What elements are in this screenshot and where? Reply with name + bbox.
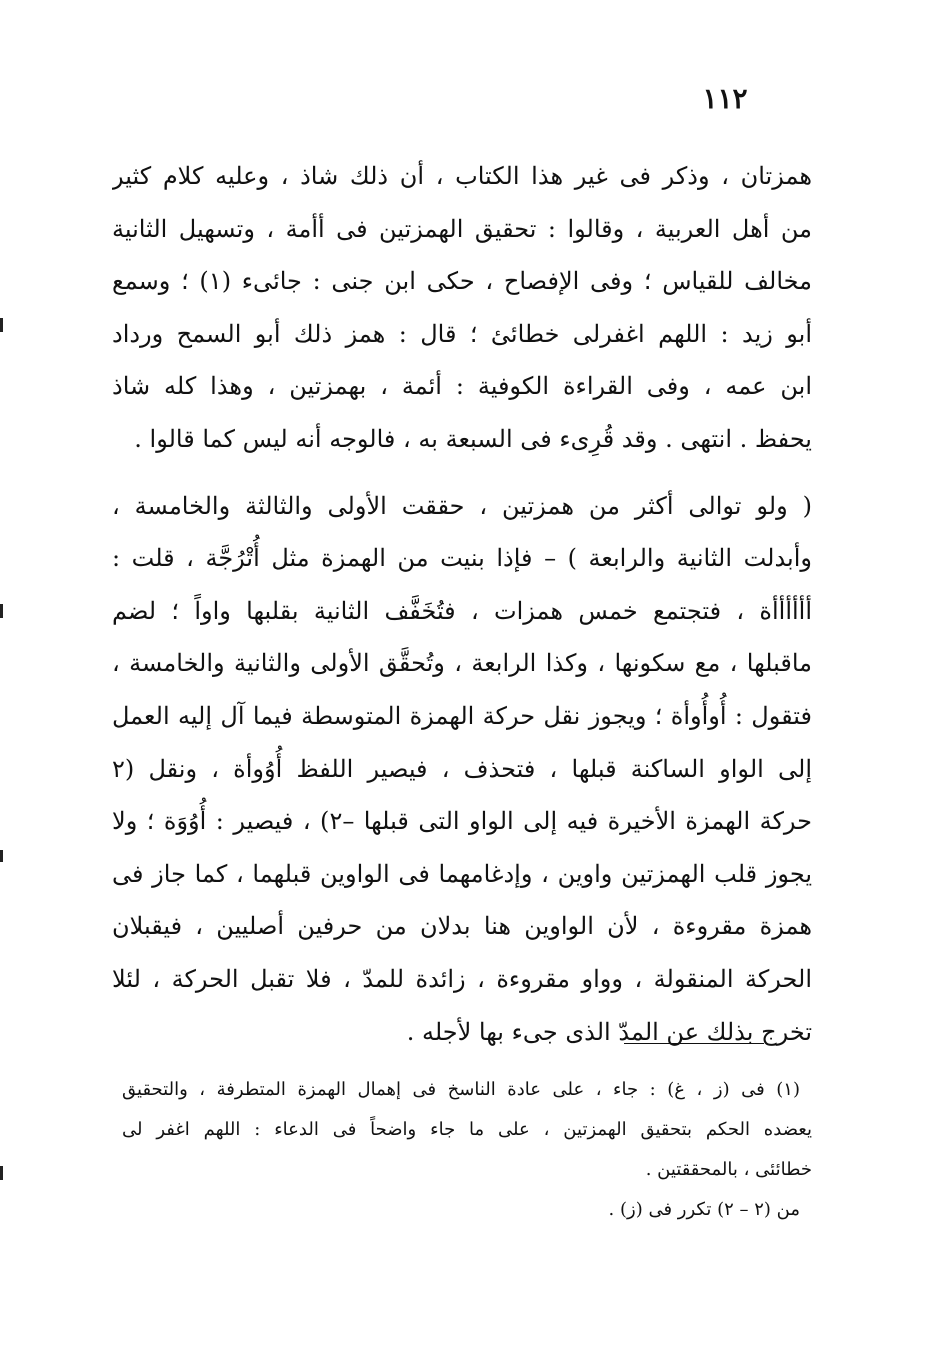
text-line: وأبدلت الثانية والرابعة ) – فإذا بنيت من الهمزة مثل أُتْرُجَّة ، قلت : <box>112 544 812 573</box>
text-line: من أهل العربية ، وقالوا : تحقيق الهمزتين فى أأمة ، وتسهيل الثانية <box>112 214 812 243</box>
text-line: همزتان ، وذكر فى غير هذا الكتاب ، أن ذلك شاذ ، وعليه كلام كثير <box>112 162 812 190</box>
text-line: إلى الواو الساكنة قبلها ، فتحذف ، فيصير اللفظ أُوُوأة ، ونقل (٢ <box>112 754 812 783</box>
scan-edge-mark <box>0 318 3 332</box>
paragraph-gap <box>112 466 812 480</box>
footnote-separator <box>624 1043 764 1044</box>
text-line: أأأأأأة ، فتجتمع خمس همزات ، فتُخَفَّف الثانية بقلبها واواً ؛ لضم <box>112 596 812 625</box>
scan-edge-mark <box>0 1166 3 1180</box>
footnote-line: يعضده الحكم بتحقيق الهمزتين ، على ما جاء واضحاً فى الدعاء : اللهم اغفر لى <box>122 1119 812 1140</box>
footnote-line: خطائئى ، بالمحققتين . <box>645 1159 812 1180</box>
text-line: يحفظ . انتهى . وقد قُرِىء فى السبعة به ، فالوجه أنه ليس كما قالوا . <box>134 424 812 453</box>
text-line: حركة الهمزة الأخيرة فيه إلى الواو التى قبلها –٢) ، فيصير : أُوُوَة ؛ ولا <box>112 807 812 836</box>
page-number: ١١٢ <box>702 82 748 115</box>
text-line: ماقبلها ، مع سكونها ، وكذا الرابعة ، وتُحقَّق الأولى والثانية والخامسة ، <box>112 649 812 678</box>
text-line: ( ولو توالى أكثر من همزتين ، حققت الأولى والثالثة والخامسة ، <box>112 491 812 520</box>
text-line: همزة مقروءة ، لأن الواوين هنا بدلان من حرفين أصليين ، فيقبلان <box>112 912 812 941</box>
text-line: يجوز قلب الهمزتين واوين ، وإدغامهما فى الواوين قبلهما ، كما جاز فى <box>112 859 812 888</box>
text-line: مخالف للقياس ؛ وفى الإفصاح ، حكى ابن جنى : جائىء (١) ؛ وسمع <box>112 267 812 296</box>
text-line: تخرج بذلك عن المدّ الذى جىء بها لأجله . <box>406 1017 812 1046</box>
text-line: أبو زيد : اللهم اغفرلى خطائئ ؛ قال : همز ذلك أبو السمح ورداد <box>112 319 812 348</box>
text-line: الحركة المنقولة ، وواو مقروءة ، زائدة للمدّ ، فلا تقبل الحركة ، لئلا <box>112 964 812 993</box>
scan-edge-mark <box>0 604 3 618</box>
main-text <box>112 150 812 1058</box>
text-line: ابن عمه ، وفى القراءة الكوفية : أئمة ، بهمزتين ، وهذا كله شاذ <box>112 372 812 401</box>
footnote-line: من (٢ – ٢) تكرر فى (ز) . <box>608 1199 800 1220</box>
scan-edge-mark <box>0 850 3 862</box>
footnotes <box>122 1070 812 1230</box>
footnote-line: (١) فى (ز ، غ) : جاء ، على عادة الناسخ فى إهمال الهمزة المتطرفة ، والتحقيق <box>122 1079 800 1100</box>
text-line: فتقول : أُوأُوأة ؛ ويجوز نقل حركة الهمزة المتوسطة فيما آل إليه العمل <box>112 701 812 730</box>
